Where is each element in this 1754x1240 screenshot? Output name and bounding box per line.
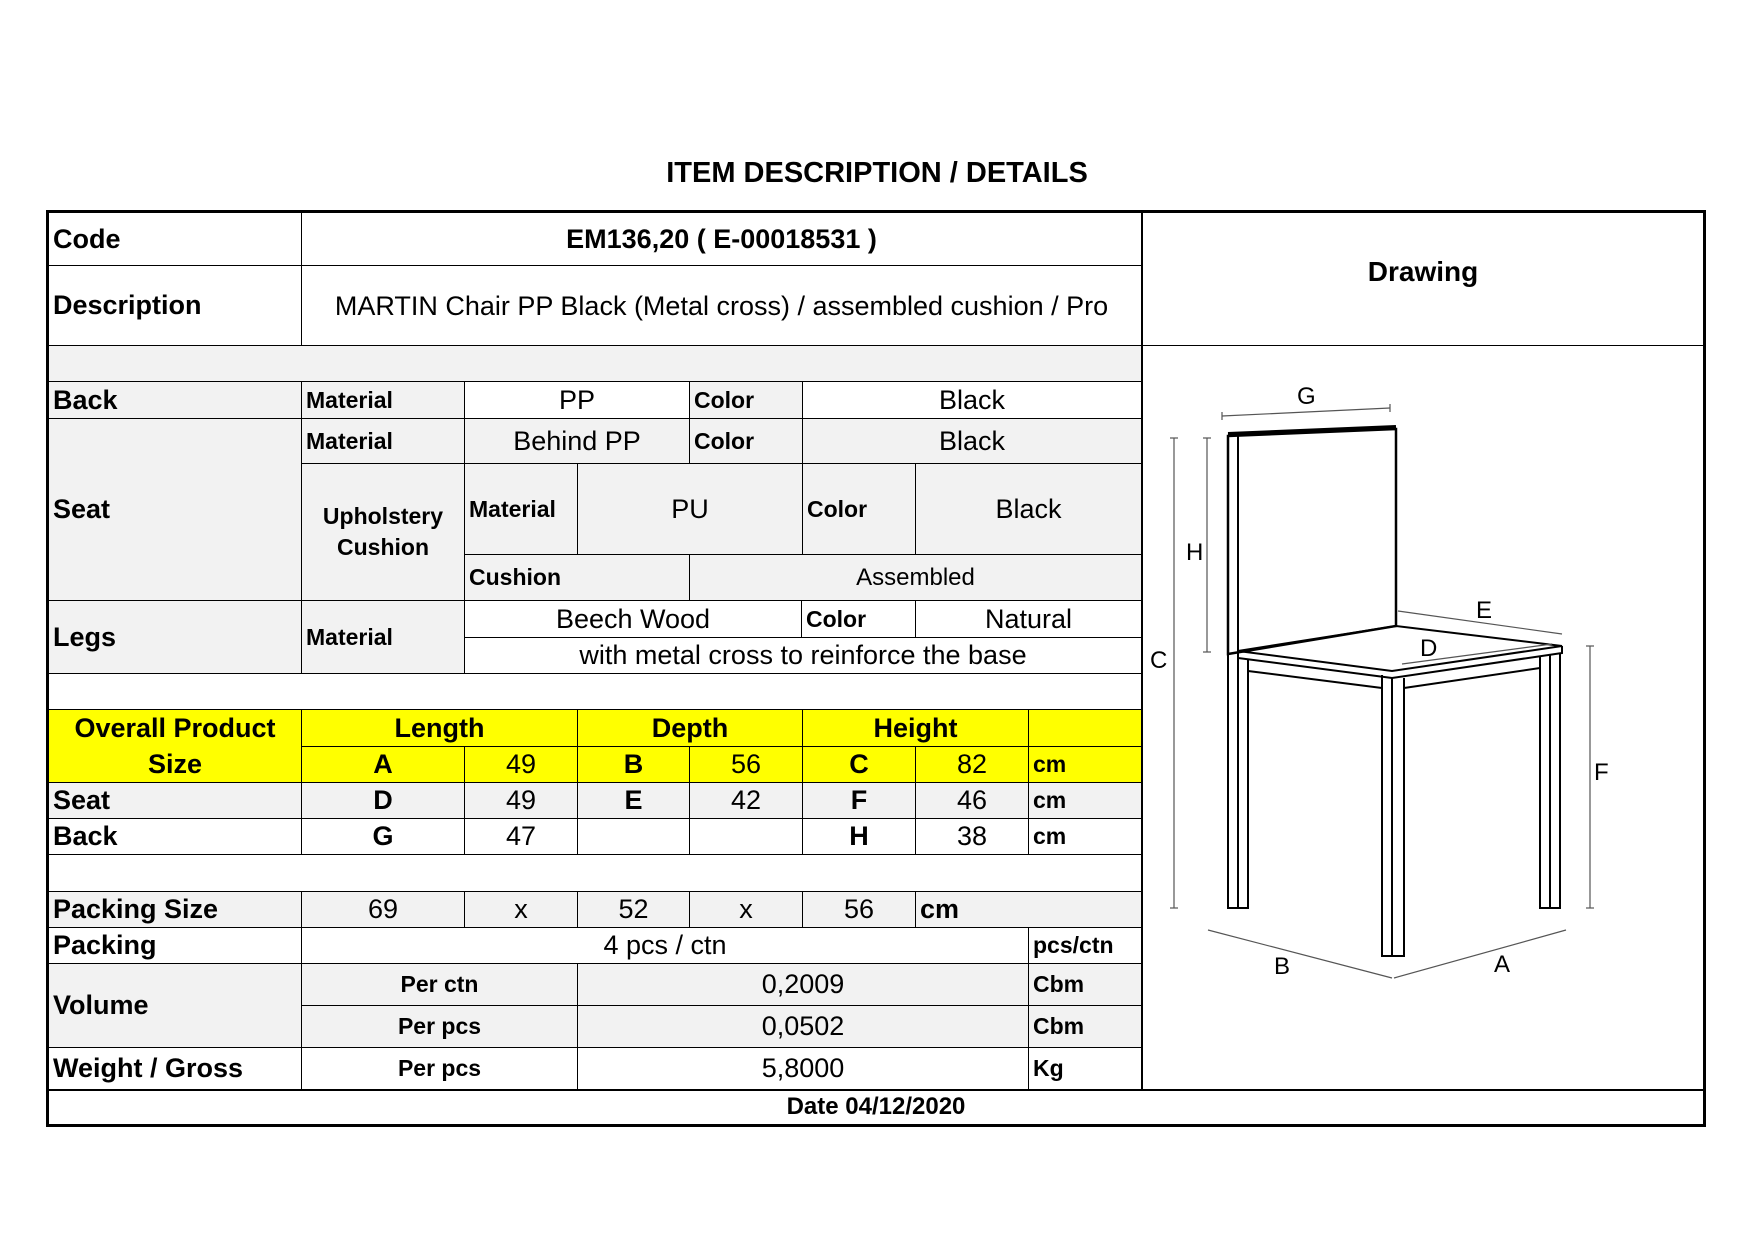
back-material-value: PP	[465, 382, 690, 419]
upholstery-color-value: Black	[916, 464, 1142, 555]
overall-unit: cm	[1029, 747, 1142, 783]
legs-material-value: Beech Wood	[465, 601, 802, 638]
weight-unit: Kg	[1029, 1048, 1142, 1090]
seat-unit: cm	[1029, 783, 1142, 819]
packing-size-length: 69	[302, 892, 465, 928]
back-material-label: Material	[302, 382, 465, 419]
legs-color-label: Color	[802, 601, 916, 638]
upholstery-color-label: Color	[803, 464, 916, 555]
packing-size-height: 56	[803, 892, 916, 928]
overall-size-label: Overall Product Size	[49, 710, 302, 783]
depth-header: Depth	[578, 710, 803, 747]
cushion-label: Cushion	[465, 555, 690, 601]
back-unit: cm	[1029, 819, 1142, 855]
code-value: EM136,20 ( E-00018531 )	[302, 213, 1142, 266]
footer-line	[49, 1089, 1703, 1091]
packing-unit: pcs/ctn	[1029, 928, 1142, 964]
weight-label: Weight / Gross	[49, 1048, 302, 1090]
back-h-value: 38	[916, 819, 1029, 855]
back-g-label: G	[302, 819, 465, 855]
seat-material-value: Behind PP	[465, 419, 690, 464]
description-value: MARTIN Chair PP Black (Metal cross) / assembled cushion / Pro	[302, 266, 1142, 346]
length-header: Length	[302, 710, 578, 747]
back-size-label: Back	[49, 819, 302, 855]
date-footer: Date 04/12/2020	[786, 1093, 966, 1120]
seat-size-label: Seat	[49, 783, 302, 819]
dimension-label-c: C	[1150, 647, 1168, 674]
seat-e-value: 42	[690, 783, 803, 819]
drawing-area	[1142, 346, 1704, 1090]
volume-per-ctn-unit: Cbm	[1029, 964, 1142, 1006]
seat-label: Seat	[49, 419, 302, 601]
back-h-label: H	[803, 819, 916, 855]
back-empty-1	[578, 819, 690, 855]
page-title: ITEM DESCRIPTION / DETAILS	[666, 157, 1088, 189]
legs-label: Legs	[49, 601, 302, 674]
legs-color-value: Natural	[916, 601, 1142, 638]
seat-f-value: 46	[916, 783, 1029, 819]
weight-per-label: Per pcs	[302, 1048, 578, 1090]
dimension-label-a: A	[1494, 951, 1511, 978]
dimension-label-b: B	[1274, 953, 1291, 980]
packing-label: Packing	[49, 928, 302, 964]
cushion-value: Assembled	[690, 555, 1142, 601]
code-label: Code	[49, 213, 302, 266]
legs-note: with metal cross to reinforce the base	[465, 638, 1142, 674]
height-header: Height	[803, 710, 1029, 747]
packing-size-unit: cm	[916, 892, 1142, 928]
packing-size-x1: x	[465, 892, 578, 928]
volume-per-ctn-label: Per ctn	[302, 964, 578, 1006]
overall-c-label: C	[803, 747, 916, 783]
seat-e-label: E	[578, 783, 690, 819]
seat-d-label: D	[302, 783, 465, 819]
dimension-label-f: F	[1594, 759, 1609, 786]
seat-d-value: 49	[465, 783, 578, 819]
seat-color-label: Color	[690, 419, 803, 464]
dimension-label-g: G	[1297, 383, 1316, 410]
overall-a-value: 49	[465, 747, 578, 783]
drawing-header: Drawing	[1142, 213, 1704, 346]
weight-value: 5,8000	[578, 1048, 1029, 1090]
volume-per-pcs-label: Per pcs	[302, 1006, 578, 1048]
back-label: Back	[49, 382, 302, 419]
overall-c-value: 82	[916, 747, 1029, 783]
spacer-row-3	[49, 855, 1142, 892]
packing-size-x2: x	[690, 892, 803, 928]
back-empty-2	[690, 819, 803, 855]
seat-color-value: Black	[803, 419, 1142, 464]
volume-per-pcs-value: 0,0502	[578, 1006, 1029, 1048]
spacer-row	[49, 346, 1142, 382]
description-label: Description	[49, 266, 302, 346]
dimension-label-d: D	[1420, 635, 1438, 662]
spacer-row-2	[49, 674, 1142, 710]
upholstery-material-label: Material	[465, 464, 578, 555]
packing-value: 4 pcs / ctn	[302, 928, 1029, 964]
overall-b-label: B	[578, 747, 690, 783]
spec-sheet	[46, 210, 1706, 1127]
upholstery-material-value: PU	[578, 464, 803, 555]
upholstery-cushion-label: Upholstery Cushion	[302, 464, 465, 601]
volume-label: Volume	[49, 964, 302, 1048]
overall-b-value: 56	[690, 747, 803, 783]
back-g-value: 47	[465, 819, 578, 855]
back-color-label: Color	[690, 382, 803, 419]
legs-material-label: Material	[302, 601, 465, 674]
volume-per-pcs-unit: Cbm	[1029, 1006, 1142, 1048]
packing-size-width: 52	[578, 892, 690, 928]
dimension-label-h: H	[1186, 539, 1204, 566]
packing-size-label: Packing Size	[49, 892, 302, 928]
seat-f-label: F	[803, 783, 916, 819]
back-color-value: Black	[803, 382, 1142, 419]
chair-drawing	[1142, 346, 1704, 1090]
unit-header	[1029, 710, 1142, 747]
overall-a-label: A	[302, 747, 465, 783]
volume-per-ctn-value: 0,2009	[578, 964, 1029, 1006]
seat-material-label: Material	[302, 419, 465, 464]
dimension-label-e: E	[1476, 597, 1493, 624]
